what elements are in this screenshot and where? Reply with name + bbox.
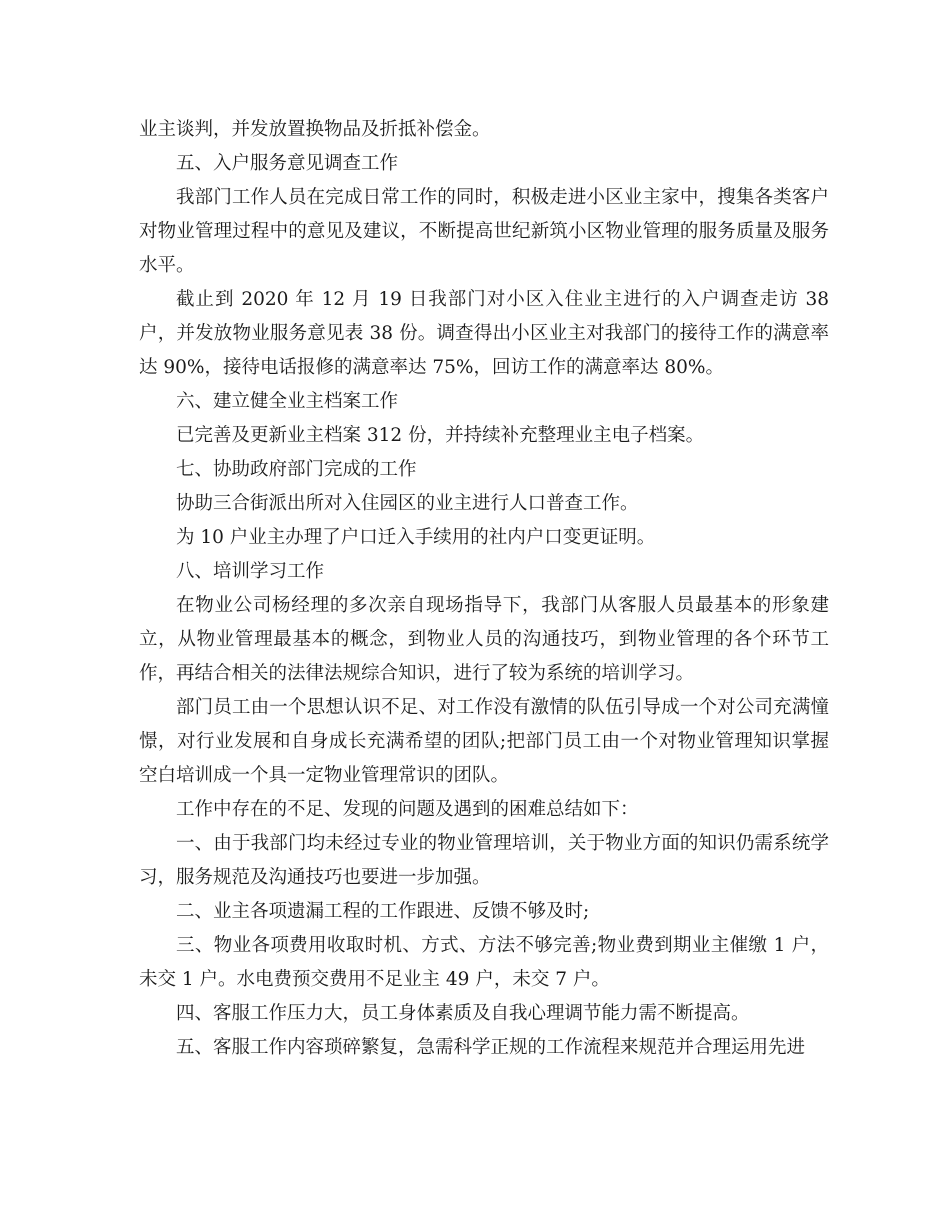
paragraph-survey-intro: 我部门工作人员在完成日常工作的同时，积极走进小区业主家中，搜集各类客户对物业管理过程中的意见及建议，不断提高世纪新筑小区物业管理的服务质量及服务水平。 bbox=[139, 187, 829, 276]
list-item-problem-3: 三、物业各项费用收取时机、方式、方法不够完善;物业费到期业主催缴 1 户，未交 1 户。水电费预交费用不足业主 49 户，未交 7 户。 bbox=[139, 935, 829, 990]
heading-government-work: 七、协助政府部门完成的工作 bbox=[176, 459, 417, 480]
list-item-problem-2: 二、业主各项遗漏工程的工作跟进、反馈不够及时; bbox=[176, 901, 590, 922]
paragraph-archive: 已完善及更新业主档案 312 份，并持续补充整理业主电子档案。 bbox=[176, 425, 705, 446]
heading-archive-work: 六、建立健全业主档案工作 bbox=[176, 391, 399, 412]
paragraph-survey-results: 截止到 2020 年 12 月 19 日我部门对小区入住业主进行的入户调查走访 38 户，并发放物业服务意见表 38 份。调查得出小区业主对我部门的接待工作的满意率达 90%，接待电话报修的满意率达 75%，回访工作的满意率达 80%。 bbox=[139, 289, 829, 378]
paragraph-team-growth: 部门员工由一个思想认识不足、对工作没有激情的队伍引导成一个对公司充满憧憬，对行业发展和自身成长充满希望的团队;把部门员工由一个对物业管理知识掌握空白培训成一个具一定物业管理常识的团队。 bbox=[139, 697, 829, 786]
document-body bbox=[139, 113, 829, 1065]
paragraph-hukou: 为 10 户业主办理了户口迁入手续用的社内户口变更证明。 bbox=[176, 527, 656, 548]
paragraph-problems-intro: 工作中存在的不足、发现的问题及遇到的困难总结如下： bbox=[176, 799, 639, 820]
paragraph-training: 在物业公司杨经理的多次亲自现场指导下，我部门从客服人员最基本的形象建立，从物业管理最基本的概念，到物业人员的沟通技巧，到物业管理的各个环节工作，再结合相关的法律法规综合知识，进行了较为系统的培训学习。 bbox=[139, 595, 829, 684]
paragraph-census: 协助三合街派出所对入住园区的业主进行人口普查工作。 bbox=[176, 493, 639, 514]
list-item-problem-5: 五、客服工作内容琐碎繁复，急需科学正规的工作流程来规范并合理运用先进 bbox=[176, 1037, 806, 1058]
heading-survey-work: 五、入户服务意见调查工作 bbox=[176, 153, 399, 174]
list-item-problem-4: 四、客服工作压力大，员工身体素质及自我心理调节能力需不断提高。 bbox=[176, 1003, 750, 1024]
paragraph-compensation: 业主谈判，并发放置换物品及折抵补偿金。 bbox=[139, 119, 491, 140]
list-item-problem-1: 一、由于我部门均未经过专业的物业管理培训，关于物业方面的知识仍需系统学习，服务规范及沟通技巧也要进一步加强。 bbox=[139, 833, 829, 888]
heading-training-work: 八、培训学习工作 bbox=[176, 561, 325, 582]
